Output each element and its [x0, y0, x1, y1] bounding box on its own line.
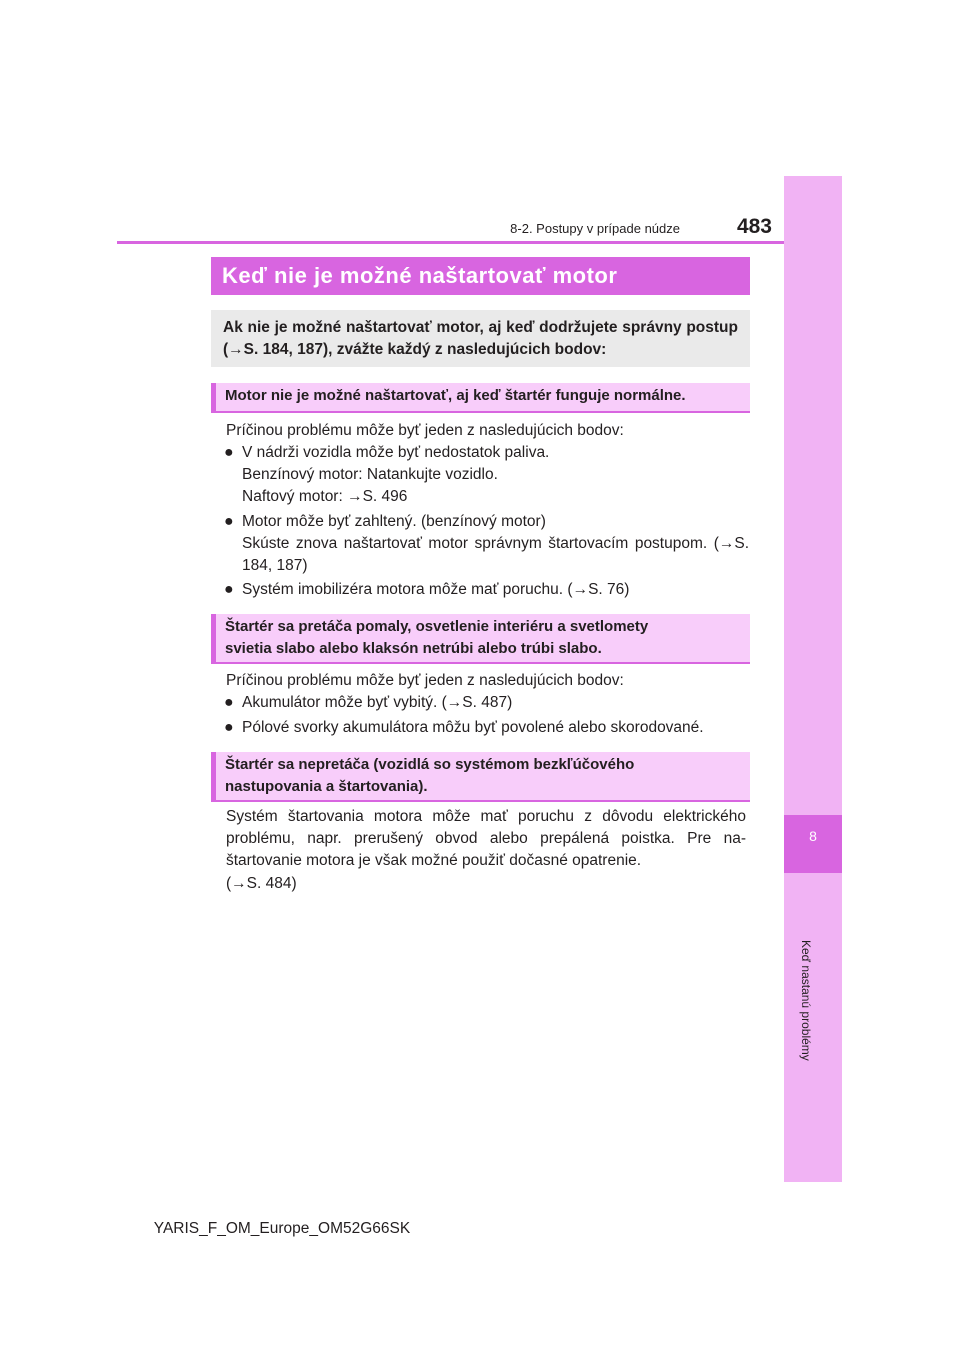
- bullet-line: V nádrži vozidla môže byť nedostatok paliva.: [242, 444, 550, 461]
- bullet-item: [224, 692, 749, 714]
- section-header: 8-2. Postupy v prípade núdze: [510, 221, 680, 236]
- body-paragraph: Systém štartovania motora môže mať poruchu z dôvodu elektrického problému, napr. prerušený obvod alebo prepálená poistka. Pre na- štartovanie motora je však možné použiť dočasné opatrenie.: [226, 808, 746, 869]
- bullet-line: Skúste znova naštartovať motor správnym štartovacím postupom. (→S. 184, 187): [242, 535, 749, 574]
- chapter-number-tab: [784, 815, 842, 873]
- chapter-label: Keď nastanú problémy: [799, 940, 813, 1061]
- page-title: Keď nie je možné naštartovať motor: [211, 257, 750, 295]
- page-reference: (→S. 484): [226, 875, 297, 892]
- bullet-icon: ●: [224, 694, 234, 711]
- bullet-line: Systém imobilizéra motora môže mať poruchu. (→S. 76): [242, 581, 630, 598]
- lead-text-2: Príčinou problému môže byť jeden z nasledujúcich bodov:: [226, 672, 624, 689]
- bullet-item: [224, 717, 749, 739]
- footer-code: YARIS_F_OM_Europe_OM52G66SK: [153, 1220, 411, 1237]
- bullet-line: Akumulátor môže byť vybitý. (→S. 487): [242, 694, 513, 711]
- bullet-icon: ●: [224, 581, 234, 598]
- bullet-icon: ●: [224, 444, 234, 461]
- bullet-line: Naftový motor: →S. 496: [242, 488, 408, 505]
- bullet-line: Pólové svorky akumulátora môžu byť povolené alebo skorodované.: [242, 719, 704, 736]
- intro-box: Ak nie je možné naštartovať motor, aj keď dodržujete správny postup (→S. 184, 187), zvážte každý z nasledujúcich bodov:: [211, 310, 750, 367]
- bullet-line: Motor môže byť zahltený. (benzínový motor): [242, 513, 546, 530]
- lead-text-1: Príčinou problému môže byť jeden z nasledujúcich bodov:: [226, 422, 624, 439]
- page-number: 483: [736, 215, 772, 238]
- subheading-line: nastupovania a štartovania).: [225, 778, 428, 795]
- subheading-line: Štartér sa pretáča pomaly, osvetlenie interiéru a svetlomety: [225, 618, 649, 635]
- bullet-item: [224, 511, 749, 577]
- subheading-2: [211, 614, 750, 664]
- bullet-icon: ●: [224, 513, 234, 530]
- chapter-side-tab: [784, 176, 842, 1182]
- subheading-line: Štartér sa nepretáča (vozidlá so systémom bezkľúčového: [225, 756, 635, 773]
- bullet-item: [224, 579, 749, 601]
- bullet-line: Benzínový motor: Natankujte vozidlo.: [242, 466, 498, 483]
- header-divider: [117, 241, 784, 244]
- bullet-icon: ●: [224, 719, 234, 736]
- subheading-1: Motor nie je možné naštartovať, aj keď štartér funguje normálne.: [211, 383, 750, 413]
- bullet-item: [224, 442, 749, 508]
- subheading-3: [211, 752, 750, 802]
- subheading-line: svietia slabo alebo klaksón netrúbi alebo trúbi slabo.: [225, 640, 602, 657]
- chapter-number: 8: [809, 828, 817, 844]
